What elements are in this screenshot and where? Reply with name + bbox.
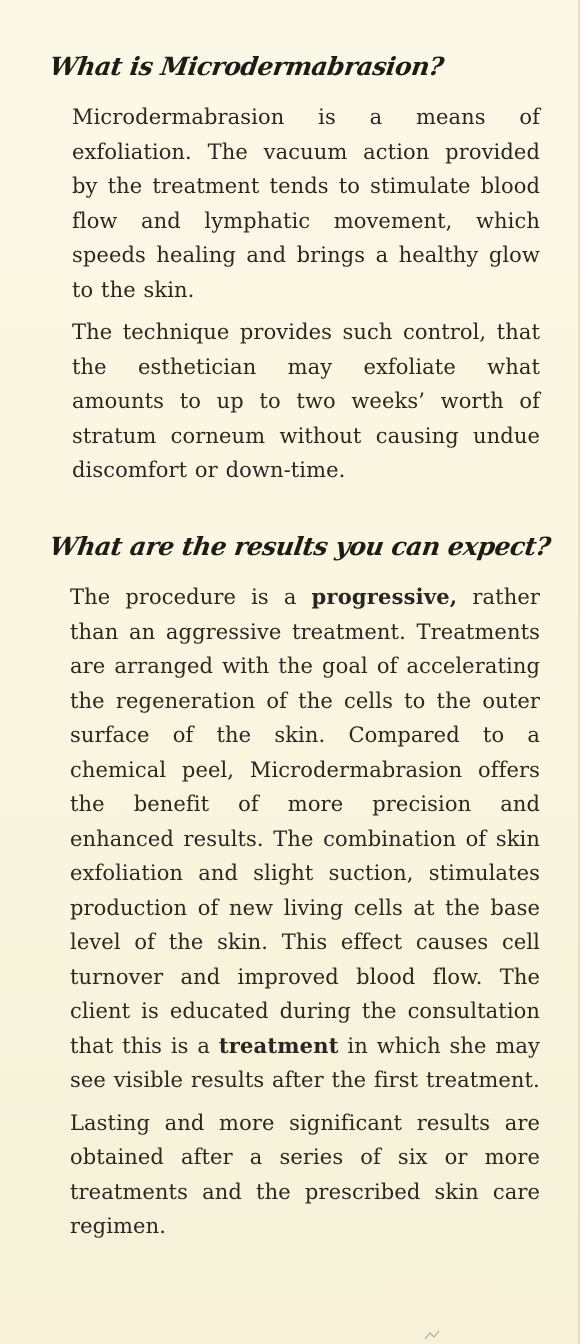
emphasis-treatment: treatment xyxy=(218,1032,339,1058)
emphasis-progressive: progressive, xyxy=(311,584,458,609)
section-heading-results: What are the results you can expect? xyxy=(47,532,553,561)
section-body-what-is xyxy=(72,100,540,496)
paper-fold-mark xyxy=(424,1330,440,1340)
paragraph-procedure-text-2: rather than an aggressive treatment. Treatments are arranged with the goal of accelerating the regeneration of the cells to the outer surface of the skin. Compared to a chemical peel, Microdermabrasion offers the benefit of more precision and enhanced results. The combination of skin exfoliation and slight suction, stimulates production of new living cells at the base level of the skin. This effect causes cell turnover and improved blood flow. The client is educated during the consultation that this is a xyxy=(70,585,540,1058)
paragraph-definition: Microdermabrasion is a means of exfoliation. The vacuum action provided by the treatment tends to stimulate blood flow and lymphatic movement, which speeds healing and brings a healthy glow to the skin. xyxy=(72,105,540,302)
paragraph-lasting-results: Lasting and more significant results are obtained after a series of six or more treatments and the prescribed skin care regimen. xyxy=(70,1110,540,1238)
section-body-results xyxy=(70,580,540,1252)
paragraph-procedure-text-3: in which she may see visible results after the first treatment. xyxy=(70,1033,540,1092)
paragraph-procedure-text-1: The procedure is a xyxy=(70,585,312,609)
paragraph-procedure xyxy=(70,580,540,1098)
section-heading-what-is: What is Microdermabrasion? xyxy=(47,52,446,81)
paragraph-technique: The technique provides such control, that the esthetician may exfoliate what amounts to up to two weeks’ worth of stratum corneum without causing undue discomfort or down-time. xyxy=(72,320,540,482)
